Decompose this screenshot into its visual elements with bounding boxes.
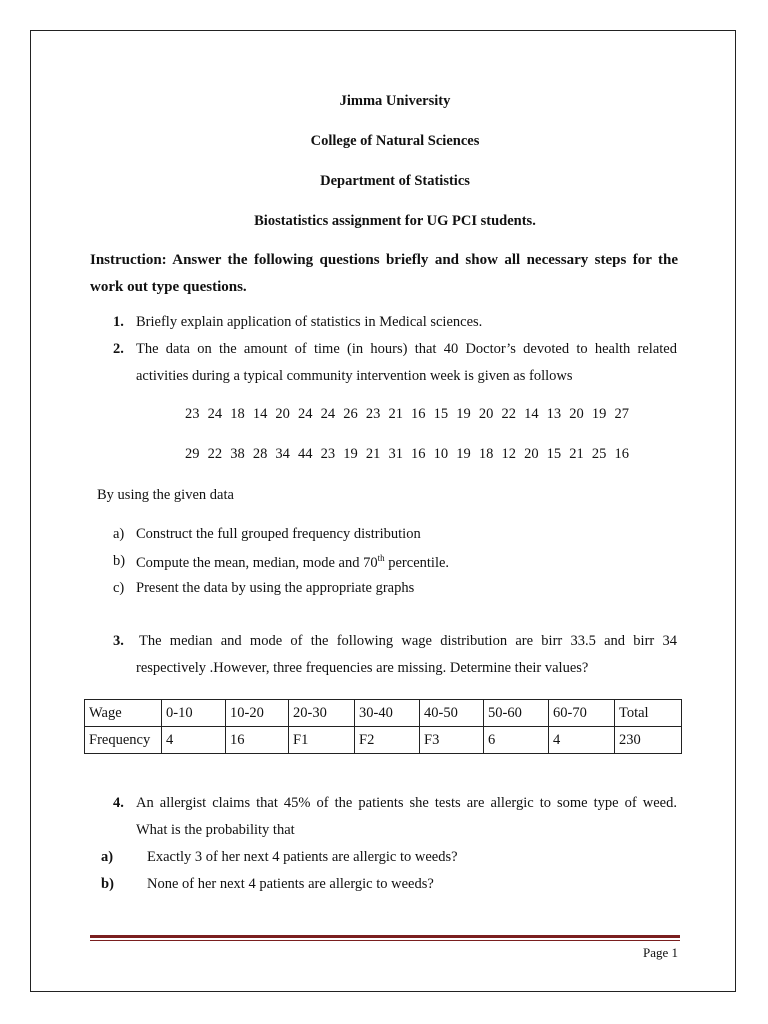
table-cell: 230 <box>615 727 682 754</box>
wage-header-row <box>85 700 682 727</box>
table-cell: 6 <box>484 727 549 754</box>
table-cell: Total <box>615 700 682 727</box>
q1-number: 1. <box>113 314 124 330</box>
table-cell: F1 <box>289 727 355 754</box>
q2-line-2: activities during a typical community intervention week is given as follows <box>136 368 573 384</box>
q2-number: 2. <box>113 341 124 357</box>
table-cell: 4 <box>549 727 615 754</box>
q1-text: Briefly explain application of statistics in Medical sciences. <box>136 314 483 330</box>
department-heading: Department of Statistics <box>320 173 470 189</box>
q4-part-a-text: Exactly 3 of her next 4 patients are allergic to weeds? <box>147 849 458 865</box>
table-cell: 50-60 <box>484 700 549 727</box>
table-cell: F2 <box>355 727 420 754</box>
q2-part-b-text <box>136 553 449 572</box>
instruction-line-1: Instruction: Answer the following questions briefly and show all necessary steps for the <box>90 252 678 268</box>
table-cell: 40-50 <box>420 700 484 727</box>
university-heading: Jimma University <box>339 93 451 109</box>
q2-part-b-text-end: percentile. <box>384 554 450 571</box>
q2-part-c-text: Present the data by using the appropriate graphs <box>136 580 415 596</box>
table-cell: F3 <box>420 727 484 754</box>
table-cell: 60-70 <box>549 700 615 727</box>
q4-line-1: An allergist claims that 45% of the patients she tests are allergic to some type of weed. <box>136 795 677 811</box>
footer-rule-thick <box>90 935 680 938</box>
q2-part-b-superscript: th <box>377 553 385 563</box>
table-cell: Frequency <box>85 727 162 754</box>
table-cell: 10-20 <box>226 700 289 727</box>
table-cell: 16 <box>226 727 289 754</box>
q4-part-b-text: None of her next 4 patients are allergic to weeds? <box>147 876 434 892</box>
assignment-title: Biostatistics assignment for UG PCI students. <box>254 213 536 229</box>
q2-data-row-1: 23 24 18 14 20 24 24 26 23 21 16 15 19 20 22 14 13 20 19 27 <box>185 406 629 422</box>
table-cell: 0-10 <box>162 700 226 727</box>
q4-part-a-label: a) <box>101 849 114 865</box>
q2-part-b-label: b) <box>113 553 126 569</box>
college-heading: College of Natural Sciences <box>310 133 480 149</box>
table-cell: Wage <box>85 700 162 727</box>
wage-distribution-table <box>84 699 682 754</box>
instruction-line-2: work out type questions. <box>90 279 247 295</box>
q2-part-a-label: a) <box>113 526 125 542</box>
table-cell: 4 <box>162 727 226 754</box>
q4-line-2: What is the probability that <box>136 822 295 838</box>
footer-rule-thin <box>90 940 680 941</box>
q2-lead-text: By using the given data <box>97 487 234 503</box>
q2-part-c-label: c) <box>113 580 125 596</box>
q2-part-a-text: Construct the full grouped frequency distribution <box>136 526 421 542</box>
q4-number: 4. <box>113 795 124 811</box>
q2-data-row-2: 29 22 38 28 34 44 23 19 21 31 16 10 19 18 12 20 15 21 25 16 <box>185 446 629 462</box>
table-cell: 20-30 <box>289 700 355 727</box>
q3-line-2: respectively .However, three frequencies are missing. Determine their values? <box>136 660 589 676</box>
q3-line-1: The median and mode of the following wage distribution are birr 33.5 and birr 34 <box>139 633 677 649</box>
q3-number: 3. <box>113 633 124 649</box>
table-cell: 30-40 <box>355 700 420 727</box>
q2-line-1: The data on the amount of time (in hours) that 40 Doctor’s devoted to health related <box>136 341 677 357</box>
page-number: Page 1 <box>642 945 678 960</box>
q4-part-b-label: b) <box>101 876 114 892</box>
wage-frequency-row <box>85 727 682 754</box>
q2-part-b-text-main: Compute the mean, median, mode and 70 <box>136 554 378 571</box>
